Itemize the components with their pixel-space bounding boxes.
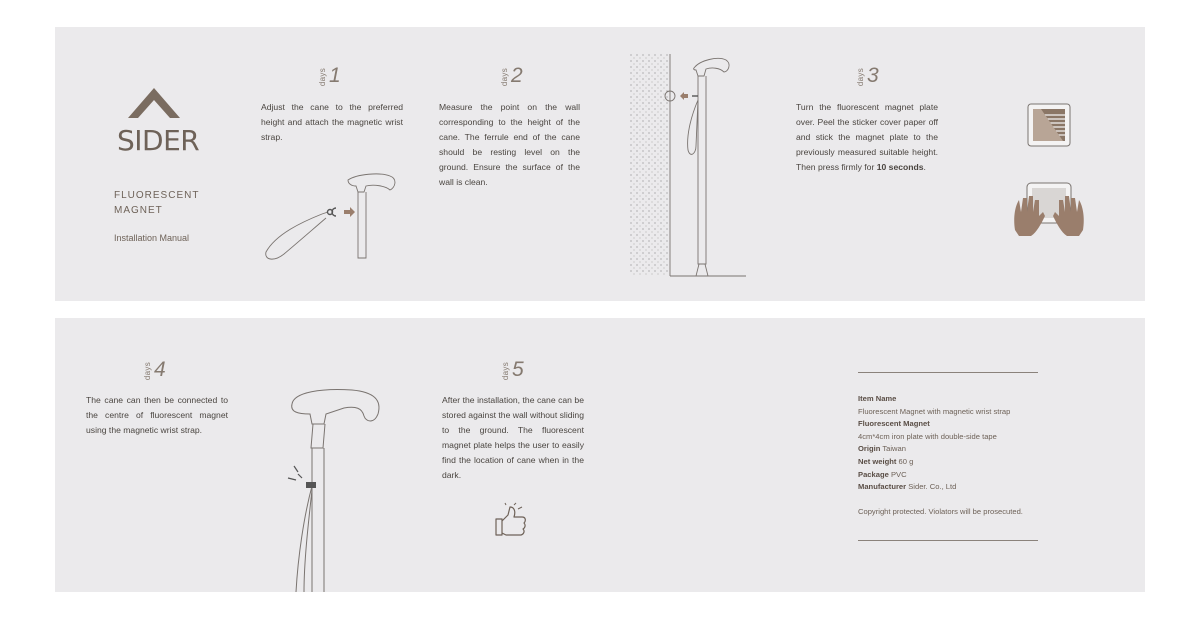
spec-magnet-value: 4cm*4cm iron plate with double-side tape <box>858 431 997 441</box>
brand-logo-text: SIDER <box>117 124 200 157</box>
spec-manufacturer-label: Manufacturer <box>858 482 907 492</box>
step-5-word: days <box>501 361 510 380</box>
spec-origin-label: Origin <box>858 444 881 454</box>
step-1-number: 1 <box>329 64 341 87</box>
spec-weight-label: Net weight <box>858 456 897 466</box>
step-1-text: Adjust the cane to the preferred height and attach the magnetic wrist strap. <box>261 102 403 142</box>
step-4-label <box>143 360 166 380</box>
spec-manufacturer-value: Sider. Co., Ltd <box>908 482 957 492</box>
step-4-number: 4 <box>154 358 166 381</box>
wall-with-cane-illustration <box>630 54 750 280</box>
spec-package-label: Package <box>858 469 889 479</box>
spec-weight-value: 60 g <box>898 456 914 466</box>
spec-item-name-value: Fluorescent Magnet with magnetic wrist strap <box>858 406 1011 416</box>
product-title-line2: MAGNET <box>114 205 163 216</box>
step-4-text: The cane can then be connected to the centre of fluorescent magnet using the magnetic wrist strap. <box>86 395 228 435</box>
step-4-word: days <box>143 361 152 380</box>
specs-bottom-rule <box>858 540 1038 541</box>
cane-connected-illustration <box>282 386 382 592</box>
step-2-word: days <box>500 67 509 86</box>
step-5-number: 5 <box>512 358 524 381</box>
product-specs <box>858 393 1058 518</box>
product-title-line1: FLUORESCENT <box>114 190 200 201</box>
spec-magnet-label: Fluorescent Magnet <box>858 419 930 429</box>
step-3-label <box>856 66 879 86</box>
magnet-plate-peel-icon <box>1027 103 1071 147</box>
sider-logo-chevron-icon <box>128 88 180 118</box>
step-3-number: 3 <box>867 64 879 87</box>
step-5-label <box>501 360 524 380</box>
step-2-label <box>500 66 523 86</box>
spec-item-name-label: Item Name <box>858 394 897 403</box>
step-3-word: days <box>856 67 865 86</box>
cane-with-strap-icon <box>262 172 402 262</box>
step-3-text <box>796 100 938 175</box>
spec-package-value: PVC <box>890 469 907 479</box>
hands-pressing-icon <box>1013 182 1085 238</box>
step-5-text: After the installation, the cane can be stored against the wall without sliding to the ground. The fluorescent magnet plate helps the user to easily find the location of cane when in the dark. <box>442 395 584 480</box>
step-3-text-bold: 10 seconds <box>876 162 924 172</box>
product-title <box>114 188 199 218</box>
copyright-notice: Copyright protected. Violators will be prosecuted. <box>858 506 1023 516</box>
step-1-label <box>318 66 341 86</box>
instruction-panel-top <box>55 27 1145 301</box>
step-2-text: Measure the point on the wall corresponding to the height of the cane. The ferrule end of the cane should be resting level on the ground. Ensure the surface of the wall is clean. <box>439 102 580 187</box>
step-2-number: 2 <box>511 64 523 87</box>
step-1-word: days <box>318 67 327 86</box>
thumbs-up-icon <box>494 503 528 539</box>
manual-label: Installation Manual <box>114 233 190 243</box>
step-3-text-after: . <box>923 162 926 172</box>
step-3-text-before: Turn the fluorescent magnet plate over. Peel the sticker cover paper off and stick the magnet plate to the previously measured suitable height. Then press firmly for <box>796 102 938 172</box>
spec-origin-value: Taiwan <box>882 444 906 454</box>
specs-top-rule <box>858 372 1038 373</box>
